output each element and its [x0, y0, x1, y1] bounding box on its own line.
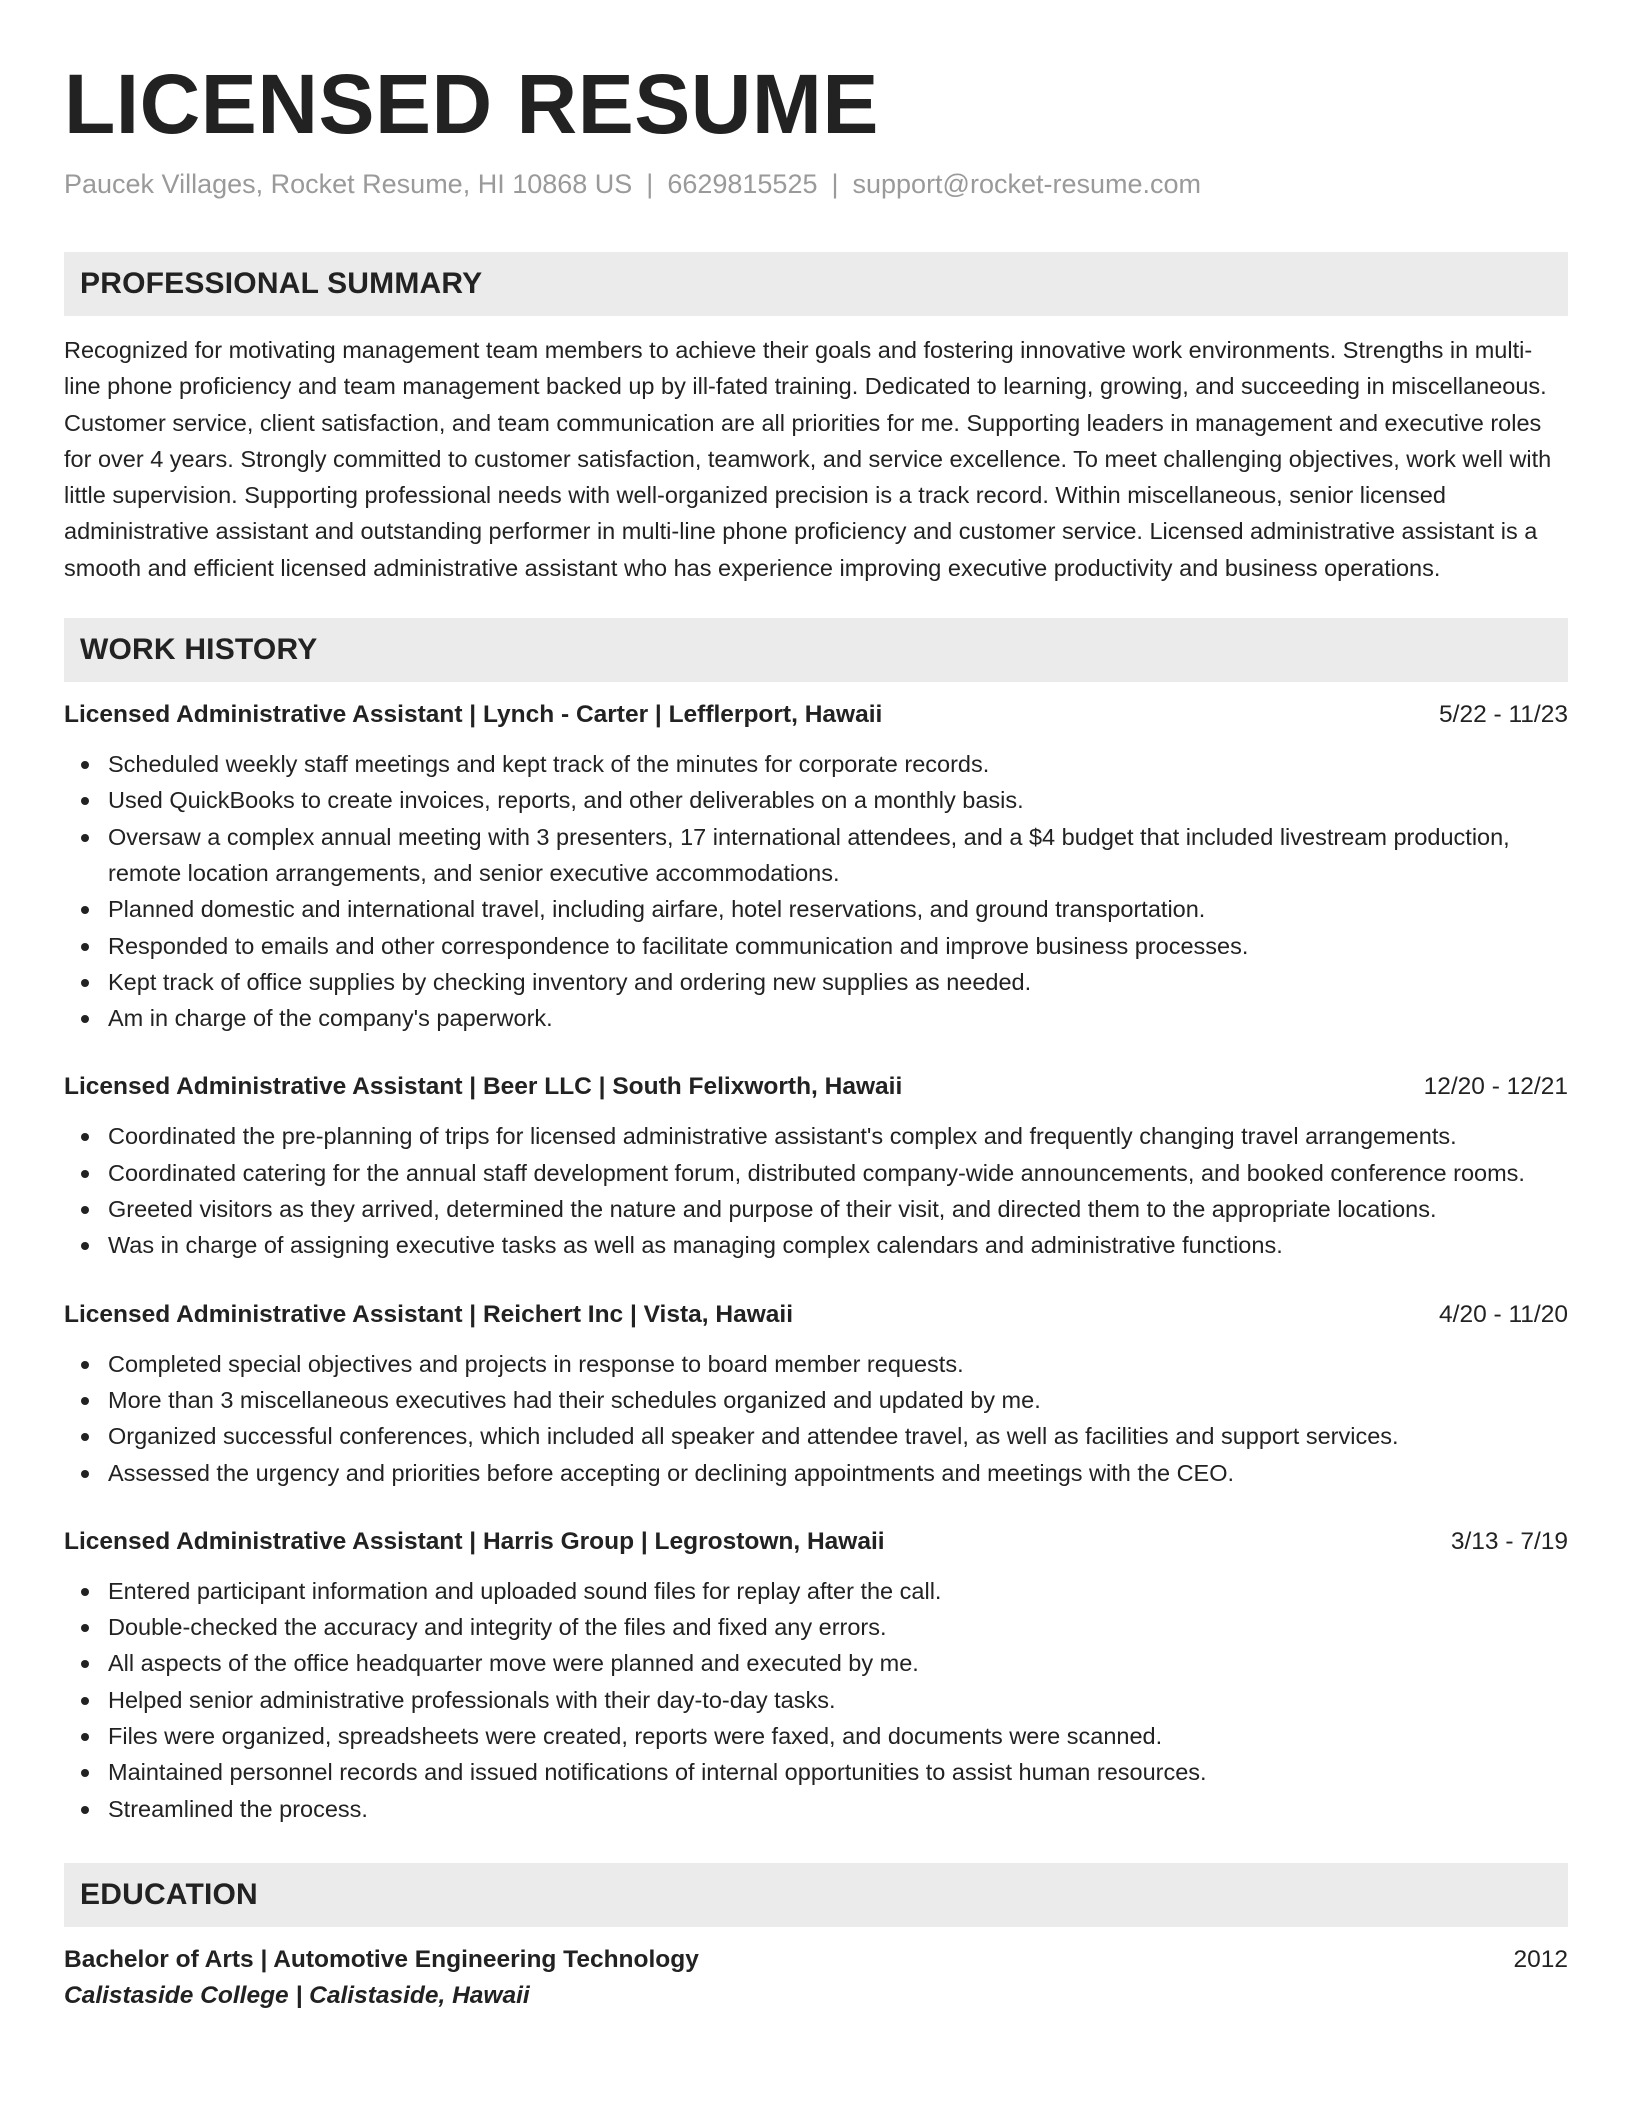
- list-item: Used QuickBooks to create invoices, reports, and other deliverables on a monthly basis.: [64, 782, 1568, 818]
- list-item: Scheduled weekly staff meetings and kept track of the minutes for corporate records.: [64, 746, 1568, 782]
- education-header: [64, 1943, 1568, 1977]
- job-entry: [64, 1525, 1568, 1827]
- contact-address: Paucek Villages, Rocket Resume, HI 10868 US: [64, 169, 633, 199]
- contact-phone: 6629815525: [667, 169, 818, 199]
- list-item: Greeted visitors as they arrived, determined the nature and purpose of their visit, and directed them to the appropriate locations.: [64, 1191, 1568, 1227]
- list-item: Responded to emails and other correspondence to facilitate communication and improve business processes.: [64, 928, 1568, 964]
- contact-separator: |: [646, 169, 654, 199]
- list-item: Maintained personnel records and issued notifications of internal opportunities to assist human resources.: [64, 1754, 1568, 1790]
- education-school: Calistaside College | Calistaside, Hawaii: [64, 1981, 530, 2009]
- list-item: Helped senior administrative professionals with their day-to-day tasks.: [64, 1682, 1568, 1718]
- list-item: Coordinated catering for the annual staff development forum, distributed company-wide announcements, and booked conference rooms.: [64, 1155, 1568, 1191]
- list-item: More than 3 miscellaneous executives had their schedules organized and updated by me.: [64, 1382, 1568, 1418]
- list-item: Kept track of office supplies by checking inventory and ordering new supplies as needed.: [64, 964, 1568, 1000]
- job-dates: 5/22 - 11/23: [1439, 701, 1568, 729]
- job-header: [64, 1298, 1568, 1332]
- job-entry: [64, 1298, 1568, 1491]
- job-title: Licensed Administrative Assistant | Reichert Inc | Vista, Hawaii: [64, 1300, 793, 1328]
- list-item: Double-checked the accuracy and integrity of the files and fixed any errors.: [64, 1609, 1568, 1645]
- summary-text: Recognized for motivating management team members to achieve their goals and fostering innovative work environments. Strengths in multi-line phone proficiency and team management backed up by ill-fated training. Dedicated to learning, growing, and succeeding in miscellaneous. Customer service, client satisfaction, and team communication are all priorities for me. Supporting leaders in management and executive roles for over 4 years. Strongly committed to customer satisfaction, teamwork, and service excellence. To meet challenging objectives, work well with little supervision. Supporting professional needs with well-organized precision is a track record. Within miscellaneous, senior licensed administrative assistant and outstanding performer in multi-line phone proficiency and customer service. Licensed administrative assistant is a smooth and efficient licensed administrative assistant who has experience improving executive productivity and business operations.: [64, 337, 1552, 581]
- job-title: Licensed Administrative Assistant | Lynch - Carter | Lefflerport, Hawaii: [64, 701, 883, 729]
- job-bullets: [64, 1118, 1568, 1263]
- job-bullets: [64, 746, 1568, 1036]
- list-item: Completed special objectives and projects in response to board member requests.: [64, 1346, 1568, 1382]
- job-dates: 4/20 - 11/20: [1439, 1300, 1568, 1328]
- job-header: [64, 1070, 1568, 1104]
- list-item: Planned domestic and international travel, including airfare, hotel reservations, and ground transportation.: [64, 891, 1568, 927]
- list-item: Streamlined the process.: [64, 1791, 1568, 1827]
- list-item: All aspects of the office headquarter move were planned and executed by me.: [64, 1645, 1568, 1681]
- job-entry: [64, 698, 1568, 1036]
- list-item: Oversaw a complex annual meeting with 3 presenters, 17 international attendees, and a $4 budget that included livestream production, remote location arrangements, and senior executive accommodations.: [64, 819, 1568, 892]
- job-dates: 12/20 - 12/21: [1423, 1073, 1568, 1101]
- job-entry: [64, 1070, 1568, 1263]
- job-bullets: [64, 1573, 1568, 1827]
- list-item: Entered participant information and uploaded sound files for replay after the call.: [64, 1573, 1568, 1609]
- education-year: 2012: [1513, 1945, 1568, 1973]
- job-dates: 3/13 - 7/19: [1450, 1527, 1568, 1555]
- job-header: [64, 698, 1568, 732]
- list-item: Was in charge of assigning executive tasks as well as managing complex calendars and administrative functions.: [64, 1227, 1568, 1263]
- section-header-work-history: WORK HISTORY: [64, 618, 1568, 682]
- list-item: Files were organized, spreadsheets were created, reports were faxed, and documents were scanned.: [64, 1718, 1568, 1754]
- list-item: Am in charge of the company's paperwork.: [64, 1000, 1568, 1036]
- section-header-education: EDUCATION: [64, 1863, 1568, 1927]
- contact-email: support@rocket-resume.com: [852, 169, 1202, 199]
- job-header: [64, 1525, 1568, 1559]
- job-title: Licensed Administrative Assistant | Harris Group | Legrostown, Hawaii: [64, 1527, 885, 1555]
- list-item: Assessed the urgency and priorities before accepting or declining appointments and meetings with the CEO.: [64, 1455, 1568, 1491]
- section-header-summary: PROFESSIONAL SUMMARY: [64, 252, 1568, 316]
- education-degree: Bachelor of Arts | Automotive Engineering Technology: [64, 1945, 699, 1973]
- contact-separator: |: [831, 169, 839, 199]
- contact-line: [64, 166, 1568, 202]
- resume-name: LICENSED RESUME: [64, 57, 879, 151]
- list-item: Organized successful conferences, which included all speaker and attendee travel, as well as facilities and support services.: [64, 1418, 1568, 1454]
- education-entry: [64, 1943, 1568, 2013]
- job-bullets: [64, 1346, 1568, 1491]
- job-title: Licensed Administrative Assistant | Beer LLC | South Felixworth, Hawaii: [64, 1073, 903, 1101]
- list-item: Coordinated the pre-planning of trips for licensed administrative assistant's complex and frequently changing travel arrangements.: [64, 1118, 1568, 1154]
